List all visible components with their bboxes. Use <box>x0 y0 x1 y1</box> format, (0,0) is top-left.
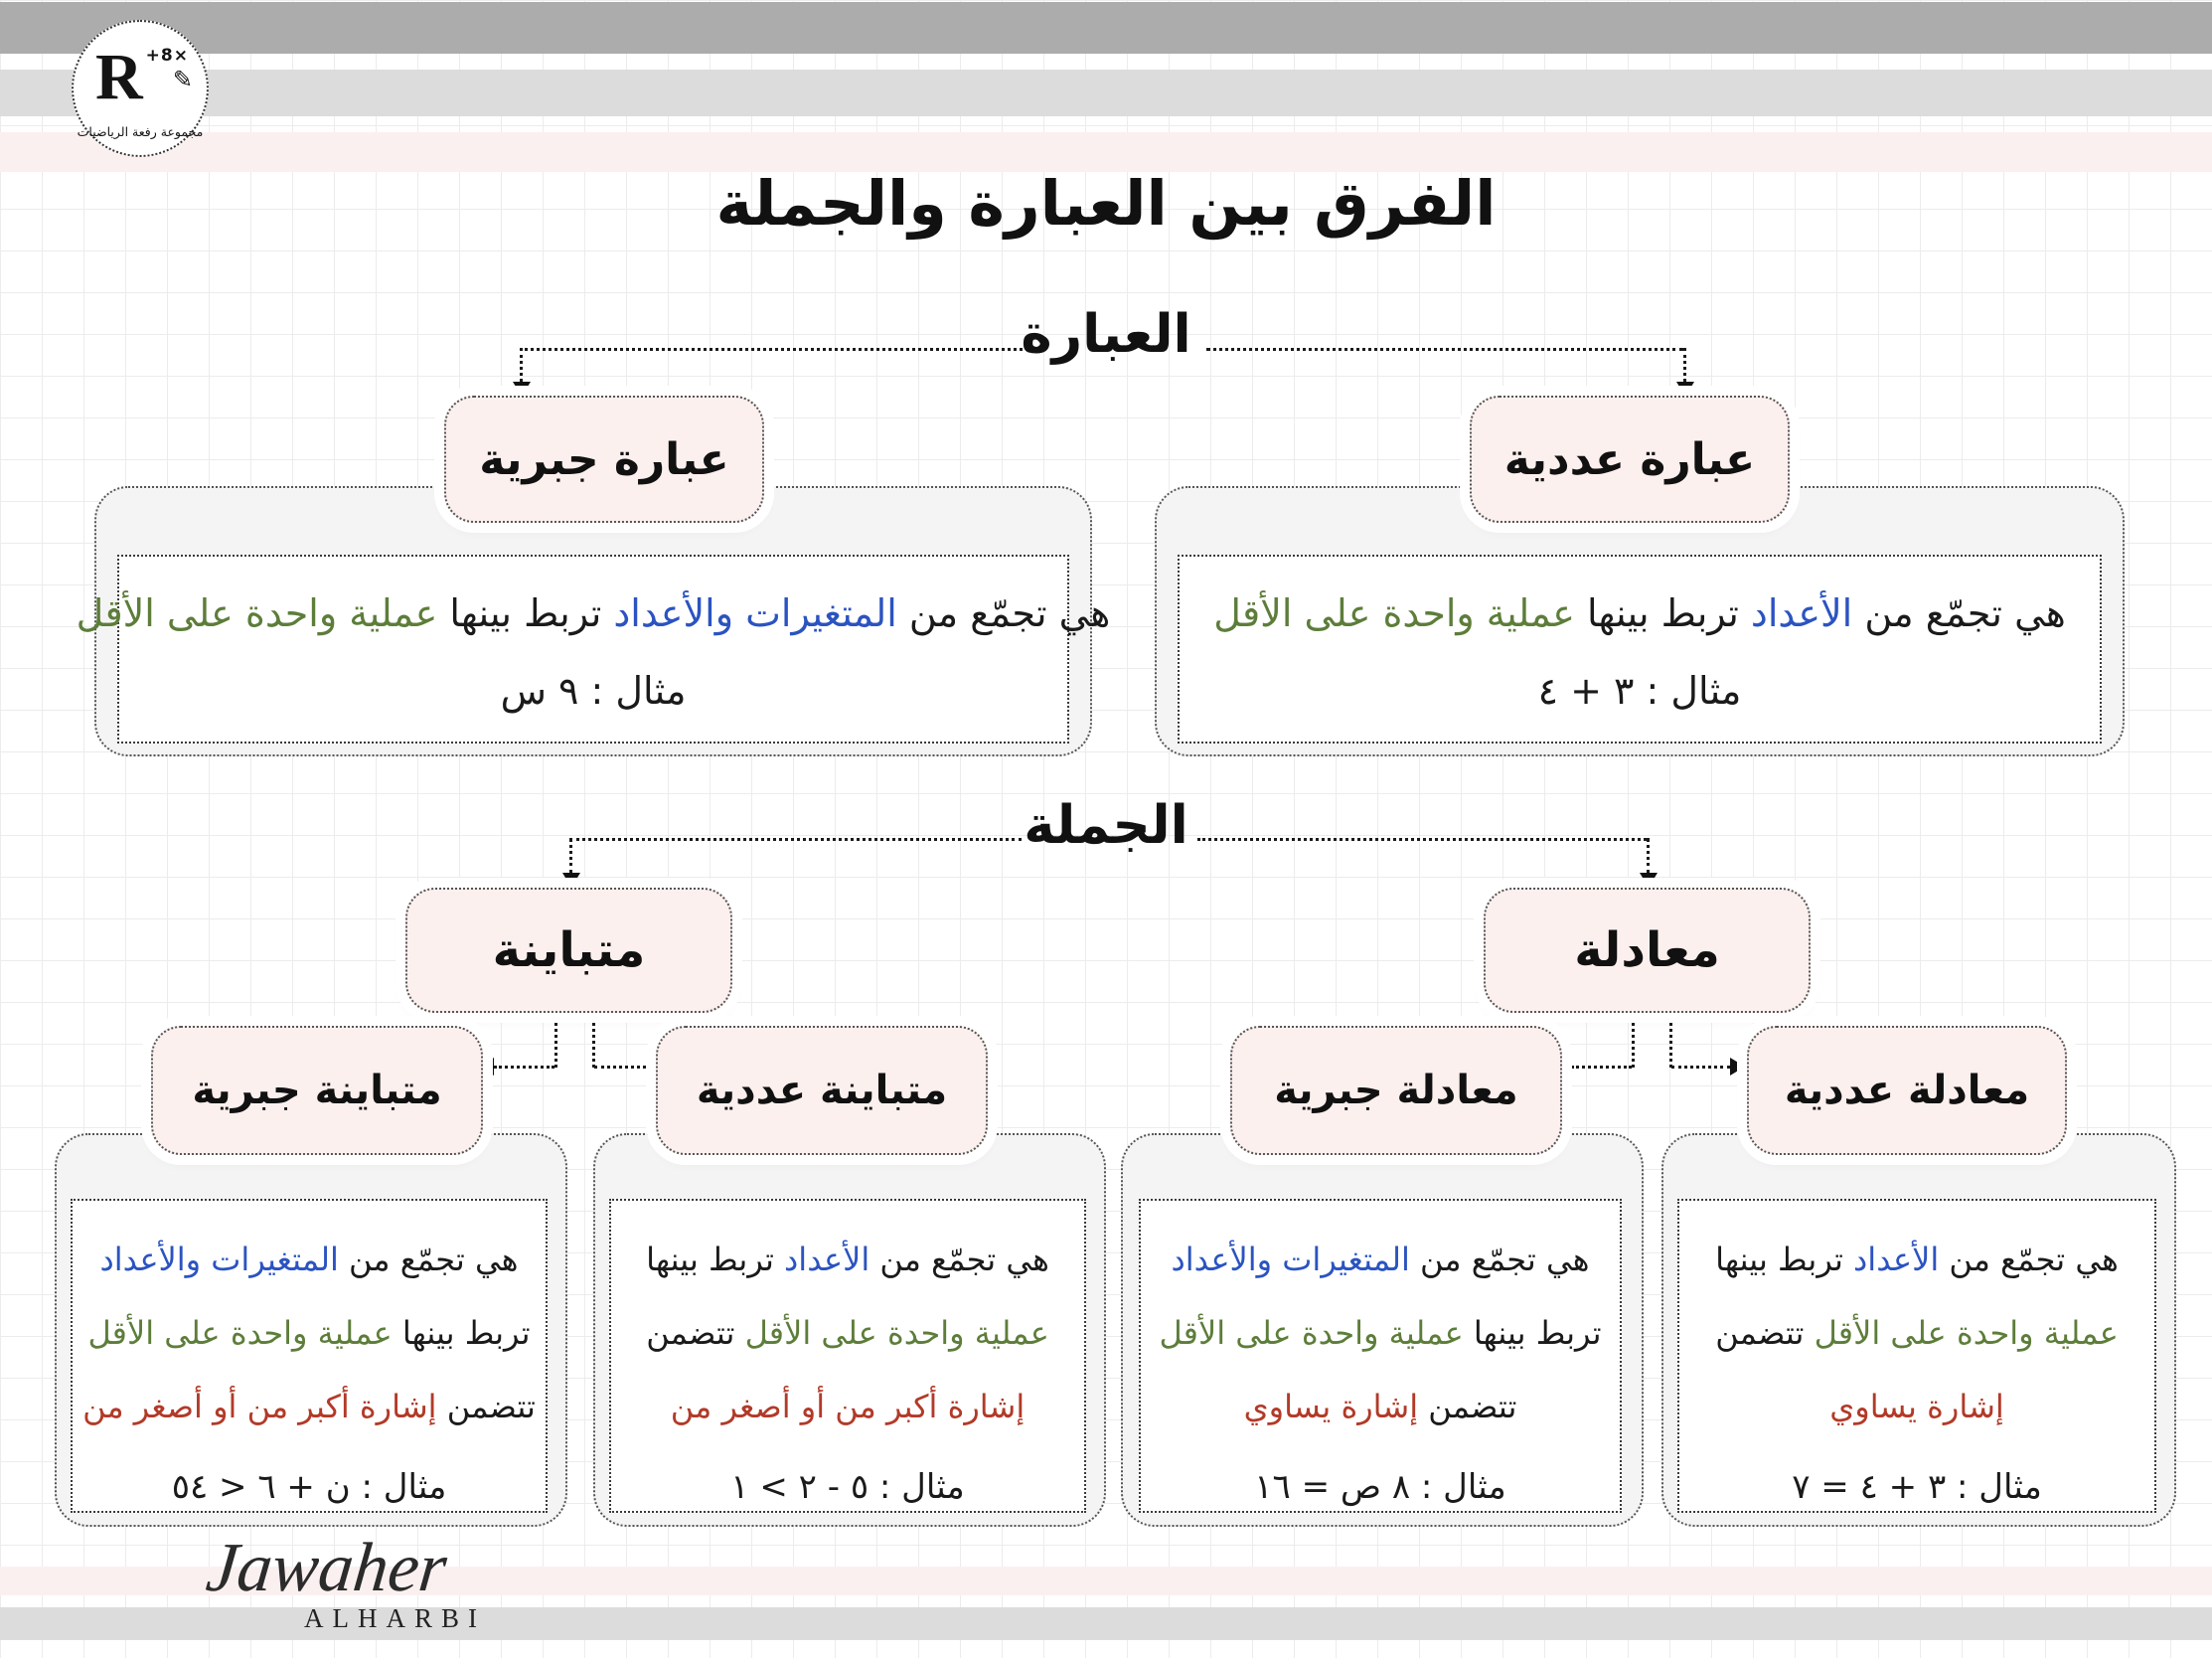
text-segment: تربط بينها <box>392 1314 531 1352</box>
algebraic-expression-description <box>76 555 1111 744</box>
node-numeric-expression <box>1470 396 1790 523</box>
text-segment-green: عملية واحدة على الأقل <box>87 1314 393 1352</box>
node-label: متباينة عددية <box>696 1068 948 1113</box>
text-segment: هي تجمّع من <box>869 1241 1049 1278</box>
node-label: معادلة <box>1574 922 1720 978</box>
node-label: معادلة جبرية <box>1274 1068 1518 1113</box>
top-band-light <box>0 70 2212 116</box>
text-segment-blue: المتغيرات والأعداد <box>613 590 897 635</box>
text-segment: تتضمن <box>436 1388 536 1425</box>
text-segment: هي تجمّع من <box>1409 1241 1590 1278</box>
arrow-down-icon <box>562 873 580 888</box>
top-band-pink <box>0 132 2212 172</box>
text-segment-red: إشارة يساوي <box>1243 1388 1419 1425</box>
text-segment: تتضمن <box>1418 1388 1517 1425</box>
arrow-down-icon <box>1676 382 1694 397</box>
text-segment-blue: الأعداد <box>1853 1241 1940 1278</box>
inequality-branch-right <box>594 1066 653 1069</box>
node-equation-numeric <box>1747 1026 2067 1155</box>
equation-branch-right <box>1671 1066 1730 1069</box>
logo-r-letter: R <box>95 41 143 113</box>
description-line <box>1213 585 2066 641</box>
text-segment-green: عملية واحدة على الأقل <box>744 1314 1049 1352</box>
example-line: مثال : ن + ٦ < ٥٤ <box>171 1467 447 1507</box>
text-segment: تربط بينها <box>646 1241 785 1278</box>
text-segment-green: عملية واحدة على الأقل <box>1213 590 1575 635</box>
description-line <box>1715 1296 2119 1370</box>
description-line <box>1715 1223 2119 1296</box>
description-line <box>77 585 1111 641</box>
expression-heading: العبارة <box>1021 304 1191 365</box>
example-line: مثال : ٣ + ٤ = ٧ <box>1792 1467 2042 1507</box>
inequality-stem-left <box>554 1010 557 1068</box>
node-label: متباينة جبرية <box>192 1068 442 1113</box>
description-line <box>646 1223 1049 1296</box>
signature-last-name: ALHARBI <box>304 1603 486 1633</box>
numeric-expression-description <box>1178 555 2102 744</box>
sentence-heading: الجملة <box>1024 795 1188 856</box>
description-line <box>671 1370 1025 1443</box>
node-label: عبارة جبرية <box>479 433 729 485</box>
text-segment: تربط بينها <box>437 590 614 635</box>
text-segment: هي تجمّع من <box>1939 1241 2119 1278</box>
signature-first-name: Jawaher <box>203 1530 451 1606</box>
node-label: عبارة عددية <box>1503 433 1756 485</box>
arrow-down-icon <box>1640 873 1658 888</box>
inequality-stem-right <box>592 1010 595 1068</box>
text-segment: هي تجمّع من <box>896 590 1111 635</box>
text-segment-green: عملية واحدة على الأقل <box>1814 1314 2119 1352</box>
arrow-down-icon <box>513 382 531 397</box>
text-segment-blue: المتغيرات والأعداد <box>99 1241 339 1278</box>
equation-branch-left <box>1571 1066 1632 1069</box>
page-title: الفرق بين العبارة والجملة <box>715 167 1497 240</box>
description-line <box>1244 1370 1517 1443</box>
node-equation-algebraic <box>1230 1026 1562 1155</box>
description-line <box>1829 1370 2004 1443</box>
text-segment: تربط بينها <box>1463 1314 1602 1352</box>
brand-logo <box>72 20 209 157</box>
inequality-numeric-description <box>609 1199 1086 1513</box>
text-segment-green: عملية واحدة على الأقل <box>1159 1314 1464 1352</box>
text-segment: تربط بينها <box>1574 590 1751 635</box>
logo-caption: مجموعة رفعة الرياضيات <box>77 124 204 139</box>
text-segment-red: إشارة يساوي <box>1829 1388 2004 1425</box>
description-line <box>100 1223 519 1296</box>
node-inequality-algebraic <box>151 1026 483 1155</box>
node-equation <box>1484 888 1811 1013</box>
node-inequality-numeric <box>656 1026 988 1155</box>
text-segment-red: إشارة أكبر من أو أصغر من <box>670 1388 1026 1425</box>
description-line <box>646 1296 1049 1370</box>
text-segment-red: إشارة أكبر من أو أصغر من <box>82 1388 437 1425</box>
node-algebraic-expression <box>444 396 764 523</box>
equation-stem-right <box>1669 1010 1672 1068</box>
node-label: متباينة <box>492 922 646 978</box>
top-band-dark <box>0 2 2212 54</box>
text-segment-green: عملية واحدة على الأقل <box>76 590 438 635</box>
description-line <box>87 1296 530 1370</box>
text-segment: تتضمن <box>1715 1314 1815 1352</box>
text-segment: هي تجمّع من <box>1852 590 2066 635</box>
text-segment-blue: المتغيرات والأعداد <box>1171 1241 1410 1278</box>
example-line: مثال : ٣ + ٤ <box>1537 669 1742 714</box>
equation-algebraic-description <box>1139 1199 1622 1513</box>
example-line: مثال : ٥ - ٢ > ١ <box>730 1467 965 1507</box>
text-segment: تربط بينها <box>1715 1241 1854 1278</box>
node-inequality <box>405 888 732 1013</box>
description-line <box>1172 1223 1590 1296</box>
pen-icon: ✎ <box>172 66 193 93</box>
text-segment-blue: الأعداد <box>1750 590 1853 635</box>
math-symbols-icon: +8× <box>145 46 189 66</box>
arrow-right-icon <box>1730 1058 1745 1076</box>
description-line <box>82 1370 536 1443</box>
equation-stem-left <box>1632 1010 1635 1068</box>
text-segment-blue: الأعداد <box>784 1241 870 1278</box>
example-line: مثال : ٩ س <box>500 669 687 714</box>
example-line: مثال : ٨ ص = ١٦ <box>1254 1467 1506 1507</box>
equation-numeric-description <box>1677 1199 2156 1513</box>
description-line <box>1159 1296 1601 1370</box>
text-segment: تتضمن <box>646 1314 745 1352</box>
text-segment: هي تجمّع من <box>338 1241 519 1278</box>
inequality-algebraic-description <box>71 1199 548 1513</box>
inequality-branch-left <box>494 1066 554 1069</box>
node-label: معادلة عددية <box>1784 1068 2030 1113</box>
